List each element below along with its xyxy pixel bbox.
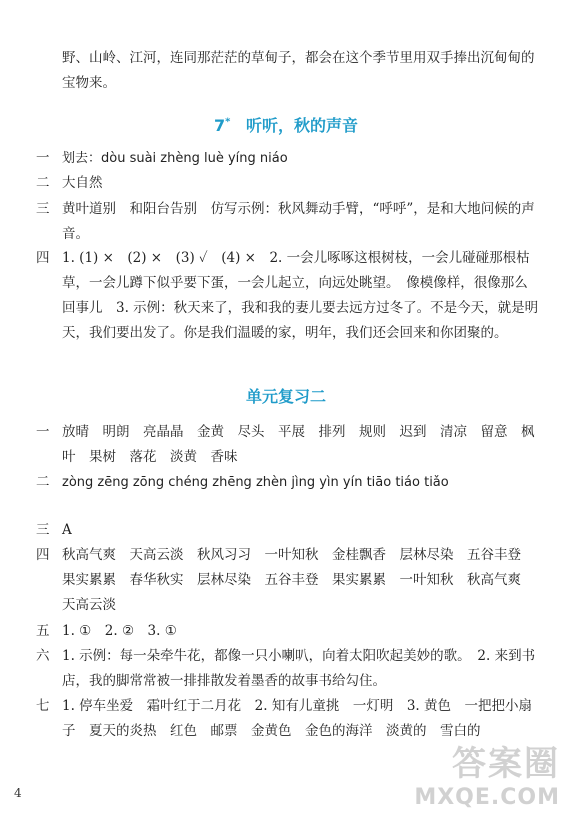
- watermark: [414, 736, 560, 810]
- item-label: 一: [36, 424, 50, 440]
- item-text: 秋高气爽 天高云淡 秋风习习 一叶知秋 金桂飘香 层林尽染 五谷丰登 果实累累 春华秋实 层林尽染 五谷丰登 果实累累 一叶知秋 秋高气爽 天高云淡: [62, 547, 535, 613]
- lesson-item-1: [36, 146, 540, 171]
- intro-paragraph: [62, 46, 538, 96]
- item-text: 1. (1) × (2) × (3) ✓ (4) × 2. 一会儿啄啄这根树枝，一会儿碰碰那根枯草，一会儿蹲下似乎要下蛋，一会儿起立，向远处眺望。 像模像样，很像那么回事儿 3. 示例：秋天来了，我和我的妻儿要去远方过冬了。不是今天，就是明天，我们要出发了。你是我们温暖的家，明年，我们还会回来和你团聚的。: [62, 250, 539, 341]
- lesson-item-3: [36, 197, 540, 247]
- intro-line-1: 野、山岭、江河，连同那茫茫的草甸子，都会在这个季节里用双手捧出沉甸甸的: [62, 50, 535, 66]
- review-item-3: [36, 518, 540, 543]
- review-item-2: [36, 470, 540, 495]
- item-text: 1. 示例：每一朵牵牛花，都像一只小喇叭，向着太阳吹起美妙的歌。 2. 来到书店，我的脚常常被一排排散发着墨香的故事书给勾住。: [62, 648, 536, 689]
- item-text: 大自然: [62, 175, 103, 191]
- review-item-1: [36, 420, 540, 470]
- intro-line-2: 宝物来。: [62, 75, 116, 91]
- item-text: zòng zēng zōng chéng zhēng zhèn jìng yìn yín tiāo tiáo tiǎo: [62, 475, 449, 490]
- lesson-number: 7: [214, 116, 226, 135]
- watermark-line-2: MXQE.COM: [414, 785, 560, 810]
- item-label: 三: [36, 522, 50, 538]
- item-text: A: [62, 522, 72, 538]
- review-title: 单元复习二: [245, 387, 326, 406]
- item-label: 三: [36, 201, 50, 217]
- item-label: 七: [36, 698, 50, 714]
- lesson-title: 听听，秋的声音: [245, 116, 358, 135]
- item-text: 放晴 明朗 亮晶晶 金黄 尽头 平展 排列 规则 迟到 清凉 留意 枫叶 果树 落花 淡黄 香味: [62, 424, 535, 465]
- item-label: 四: [36, 250, 50, 266]
- item-label: 一: [36, 150, 50, 166]
- review-item-6: [36, 644, 540, 694]
- item-text: 1. ① 2. ② 3. ①: [62, 623, 177, 639]
- item-label: 二: [36, 474, 50, 490]
- review-item-4: [36, 543, 540, 618]
- item-text: 划去：dòu suài zhèng luè yíng niáo: [62, 151, 288, 166]
- watermark-line-1: 答案圈: [452, 744, 560, 784]
- item-text: 1. 停车坐爱 霜叶红于二月花 2. 知有儿童挑 一灯明 3. 黄色 一把把小扇子 夏天的炎热 红色 邮票 金黄色 金色的海洋 淡黄的 雪白的: [62, 698, 533, 739]
- item-label: 六: [36, 648, 50, 664]
- item-label: 二: [36, 175, 50, 191]
- review-2-heading: [0, 384, 572, 407]
- item-label: 五: [36, 623, 50, 639]
- lesson-7-heading: [0, 113, 572, 136]
- item-label: 四: [36, 547, 50, 563]
- lesson-item-2: [36, 171, 540, 196]
- review-item-5: [36, 619, 540, 644]
- item-text: 黄叶道别 和阳台告别 仿写示例：秋风舞动手臂，“呼呼”，是和大地问候的声音。: [62, 201, 535, 242]
- page-number: 4: [14, 786, 22, 800]
- lesson-star: *: [225, 116, 231, 128]
- lesson-item-4: [36, 246, 540, 346]
